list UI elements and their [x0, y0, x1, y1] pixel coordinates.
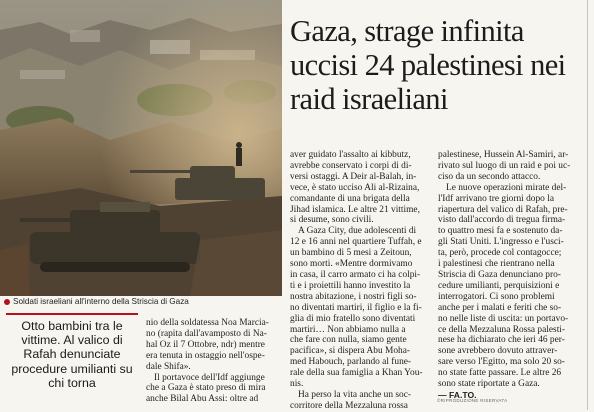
body-text-line: si desume, sono civili.: [290, 215, 374, 226]
body-text-line: sare verso l'Egitto, ma solo 20 so-: [438, 357, 565, 368]
body-text-line: anche Bilal Abu Assi: oltre ad: [146, 394, 259, 405]
body-text-line: nio della soldatessa Noa Marcia-: [146, 318, 269, 328]
body-text-line: sono morti. «Mentre dormivamo: [290, 259, 413, 270]
body-column-3: [438, 150, 584, 401]
body-text-line: anche per i malati e feriti che so-: [438, 302, 562, 313]
body-text-line: che fare con nulla, siamo gente: [290, 335, 407, 346]
body-text-line: in casa, il carro armato ci ha colpi-: [290, 269, 421, 280]
body-text-line: vece, è stato ucciso Ali al-Rizaina,: [290, 182, 420, 193]
body-text-line: no nelle liste di uscita: un portavo-: [438, 313, 569, 324]
body-text-line: no diventati martiri, il figlio e la fi-: [290, 302, 422, 313]
body-text-line: ta, però, procede col contagocce;: [438, 248, 562, 259]
body-text-line: un bambino di 5 mesi a Zeitoun,: [290, 248, 412, 259]
caption-bullet-icon: [4, 299, 10, 305]
body-text-line: Le nuove operazioni mirate del-: [446, 182, 567, 193]
body-text-line: aver guidato l'assalto ai kibbutz,: [290, 150, 411, 160]
soldiers-tank-rubble-photo: [0, 0, 282, 296]
subtitle: Otto bambini tra le vittime. Al valico di Rafah denunciate procedure umilianti su chi torna: [11, 319, 133, 390]
body-text-line: Striscia di Gaza denunciano pro-: [438, 269, 561, 280]
body-text-line: nostra abitazione, i nostri figli so-: [290, 291, 417, 302]
body-column-1: [146, 318, 277, 405]
subtitle-box: [6, 313, 138, 390]
body-column-2: [290, 150, 431, 412]
body-text-line: gli Stati Uniti. L'ingresso e l'usci-: [438, 237, 564, 248]
body-text-line: rale della sua famiglia a Khan You-: [290, 368, 423, 379]
body-text-line: riapertura del valico di Rafah, pre-: [438, 204, 568, 215]
body-text-line: comandante di una brigata della: [290, 193, 410, 204]
body-text-line: ce della Mezzaluna Rossa palesti-: [438, 324, 566, 335]
body-text-line: che a Gaza è stato preso di mira: [146, 383, 266, 394]
body-text-line: sone avrebbero dovuto attraver-: [438, 346, 558, 357]
body-text-line: med Habouch, parlando al fune-: [290, 357, 412, 368]
body-text-line: Jihad islamica. Le altre 21 vittime,: [290, 204, 420, 215]
body-text-line: nese ha dichiarato che ieri 46 per-: [438, 335, 565, 346]
body-text-line: pacifica», si dispera Abu Moha-: [290, 346, 411, 357]
body-text-line: to quattro mesi fa e sostenuto da-: [438, 226, 563, 237]
body-text-line: sono state riportate a Gaza.: [438, 379, 540, 390]
body-text-line: martiri… Non abbiamo nulla a: [290, 324, 406, 335]
body-text-line: ciso da un secondo attacco.: [438, 171, 541, 182]
body-text-line: ti e i proiettili hanno investito la: [290, 280, 411, 291]
body-text-line: palestinese, Hussein Al-Samiri, ar-: [438, 150, 569, 160]
body-text-line: hal Oz il 7 Ottobre, ndr) mentre: [146, 339, 265, 350]
body-text-line: Il portavoce dell'Idf aggiunge: [154, 372, 265, 383]
body-text-line: era tenuta in ostaggio nell'ospe-: [146, 350, 265, 361]
headline: Gaza, strage infinita uccisi 24 palestinesi nei raid israeliani: [290, 14, 566, 116]
body-text-line: Ha perso la vita anche un soc-: [298, 389, 411, 400]
body-text-line: interrogatori. Ci sono problemi: [438, 291, 555, 302]
body-text-line: A Gaza City, due adolescenti di: [298, 226, 417, 237]
photo-caption-text: Soldati israeliani all'interno della Striscia di Gaza: [13, 297, 189, 306]
body-text-line: avrebbe conservato i corpi di di-: [290, 160, 412, 171]
body-text-line: no (rapita dall'avamposto di Na-: [146, 328, 267, 339]
body-text-line: dale Shifa».: [146, 361, 191, 372]
article-photo: [0, 0, 282, 296]
column-rule: [587, 0, 588, 410]
body-text-line: versi ostaggi. A Deir al-Balah, in-: [290, 171, 417, 182]
body-text-line: corritore della Mezzaluna rossa: [290, 400, 408, 411]
body-text-line: no state fatte passare. Le altre 26: [438, 368, 562, 379]
body-text-line: nis.: [290, 379, 304, 390]
author-signature: — FA.TO.: [438, 389, 477, 400]
body-text-line: 12 e 16 anni nel quartiere Tuffah, e: [290, 237, 422, 248]
body-text-line: l'Idf arrivano tre giorni dopo la: [438, 193, 554, 204]
body-text-line: rivato sul luogo di un raid e poi uc-: [438, 160, 571, 171]
copyright-notice: ©RIPRODUZIONE RISERVATA: [437, 398, 508, 403]
body-text-line: glia di mio fratello sono diventati: [290, 313, 416, 324]
body-text-line: i palestinesi che rientrano nella: [438, 259, 555, 270]
photo-caption: [4, 297, 286, 306]
body-text-line: cedure umilianti, perquisizioni e: [438, 280, 560, 291]
body-text-line: visto dall'accordo di tregua firma-: [438, 215, 566, 226]
